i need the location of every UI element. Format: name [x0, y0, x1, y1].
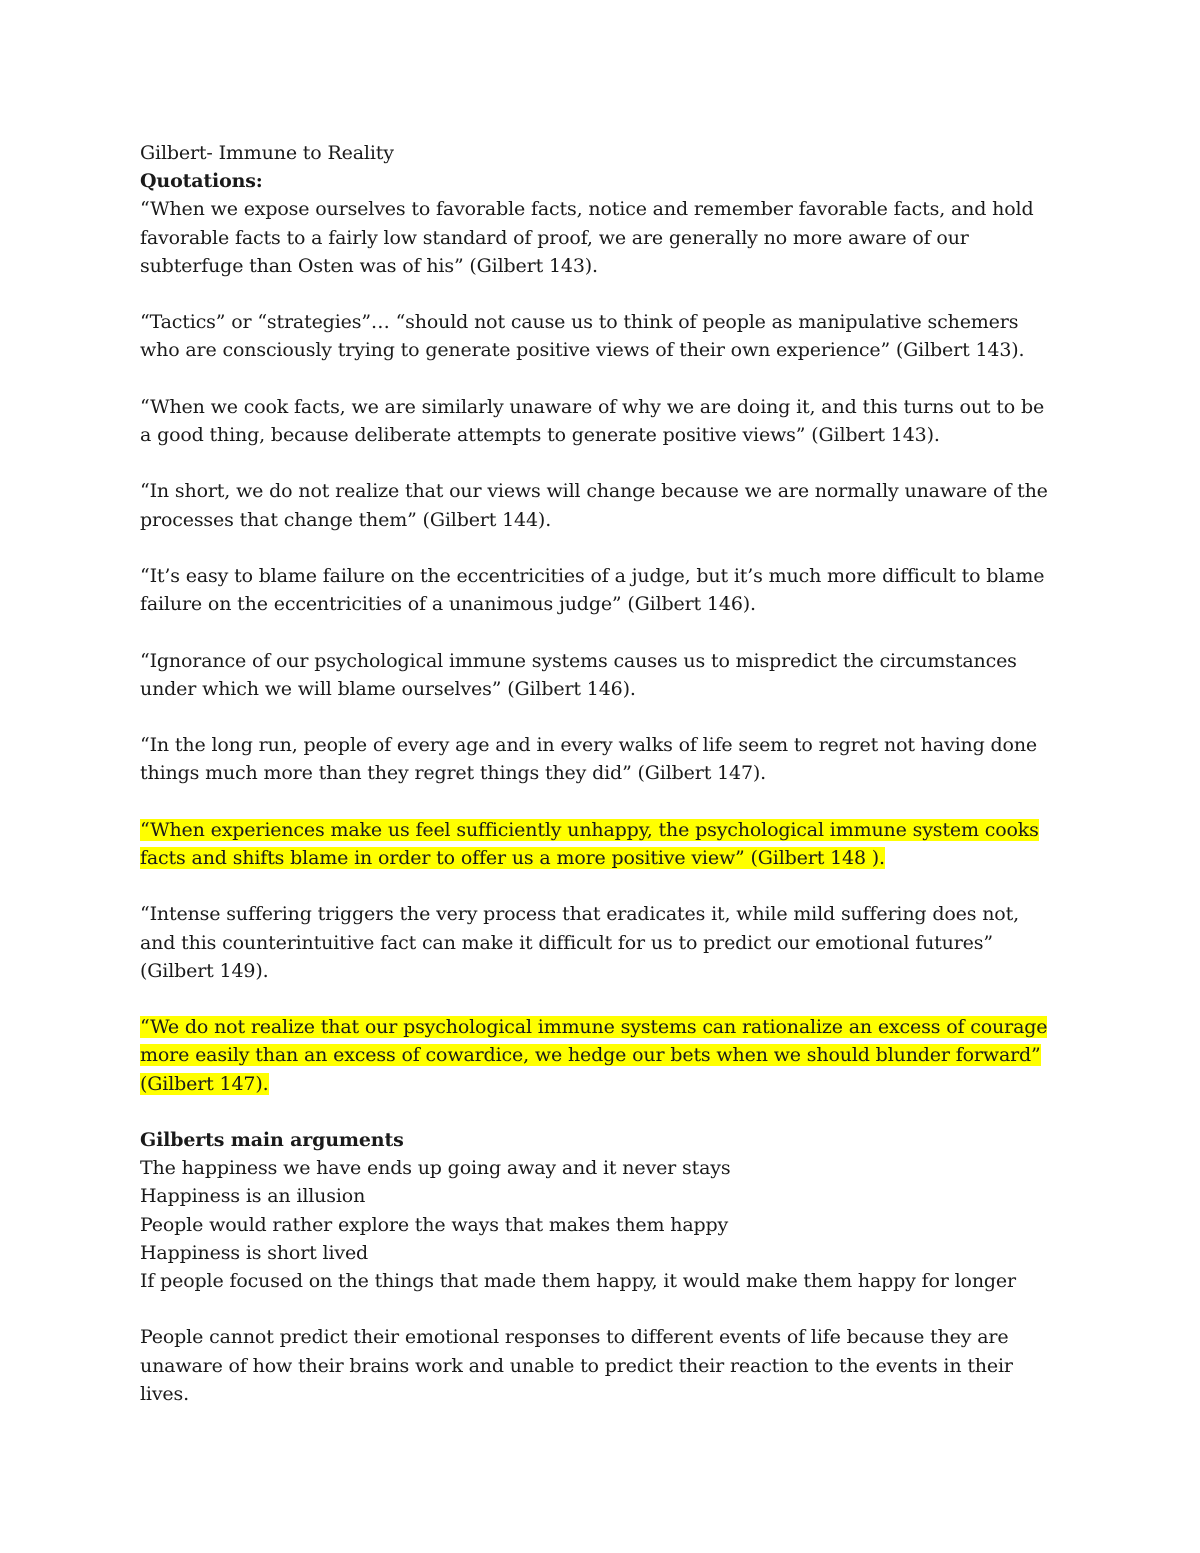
quote-text: “Tactics” or “strategies”… “should not cause us to think of people as manipulative schemers who are consciously trying to generate positive views of their own experience” (Gilbert 143).	[140, 311, 1025, 362]
quote-text: “It’s easy to blame failure on the eccentricities of a judge, but it’s much more difficult to blame failure on the eccentricities of a unanimous judge” (Gilbert 146).	[140, 564, 1045, 616]
quote-paragraph	[140, 308, 1060, 364]
quote-paragraph	[140, 731, 1060, 787]
quote-paragraph	[140, 647, 1060, 703]
quote-paragraph-highlighted	[140, 816, 1060, 872]
quote-paragraph	[140, 900, 1060, 985]
highlighted-quote-text: “When experiences make us feel sufficiently unhappy, the psychological immune system cooks facts and shifts blame in order to offer us a more positive view” (Gilbert 148 ).	[140, 818, 1039, 869]
quotations-heading: Quotations:	[140, 170, 263, 193]
highlighted-quote-text: “We do not realize that our psychological immune systems can rationalize an excess of courage more easily than an excess of cowardice, we hedge our bets when we should blunder forward” (Gilbert 147).	[140, 1016, 1048, 1095]
quote-text: “Ignorance of our psychological immune systems causes us to mispredict the circumstances under which we will blame ourselves” (Gilbert 146).	[140, 649, 1017, 700]
quote-paragraph	[140, 195, 1060, 280]
document-page	[140, 139, 1060, 1408]
quote-paragraph-highlighted	[140, 1013, 1060, 1098]
summary-paragraph: People cannot predict their emotional responses to different events of life because they are unaware of how their brains work and unable to predict their reaction to the events in their lives.	[140, 1326, 1013, 1405]
quote-text: “In short, we do not realize that our views will change because we are normally unaware of the processes that change them” (Gilbert 144).	[140, 480, 1048, 531]
quote-text: “When we expose ourselves to favorable facts, notice and remember favorable facts, and hold favorable facts to a fairly low standard of proof, we are generally no more aware of our subterfuge than Osten was of his” (Gilbert 143).	[140, 198, 1034, 277]
argument-item: If people focused on the things that made them happy, it would make them happy for longer	[140, 1269, 1016, 1292]
argument-item: People would rather explore the ways that makes them happy	[140, 1213, 729, 1236]
arguments-list	[140, 1154, 1060, 1295]
quote-text: “When we cook facts, we are similarly unaware of why we are doing it, and this turns out to be a good thing, because deliberate attempts to generate positive views” (Gilbert 143).	[140, 395, 1045, 446]
quote-paragraph	[140, 477, 1060, 533]
quotes-list	[140, 195, 1060, 1097]
document-title: Gilbert- Immune to Reality	[140, 142, 394, 164]
quote-text: “In the long run, people of every age and in every walks of life seem to regret not having done things much more than they regret things they did” (Gilbert 147).	[140, 734, 1038, 785]
quote-text: “Intense suffering triggers the very process that eradicates it, while mild suffering does not, and this counterintuitive fact can make it difficult for us to predict our emotional futures” (Gilbert 149).	[140, 903, 1019, 982]
argument-item: The happiness we have ends up going away and it never stays	[140, 1157, 731, 1180]
argument-item: Happiness is short lived	[140, 1241, 369, 1264]
argument-item: Happiness is an illusion	[140, 1185, 366, 1208]
arguments-heading: Gilberts main arguments	[140, 1128, 404, 1151]
quote-paragraph	[140, 562, 1060, 618]
quote-paragraph	[140, 393, 1060, 449]
